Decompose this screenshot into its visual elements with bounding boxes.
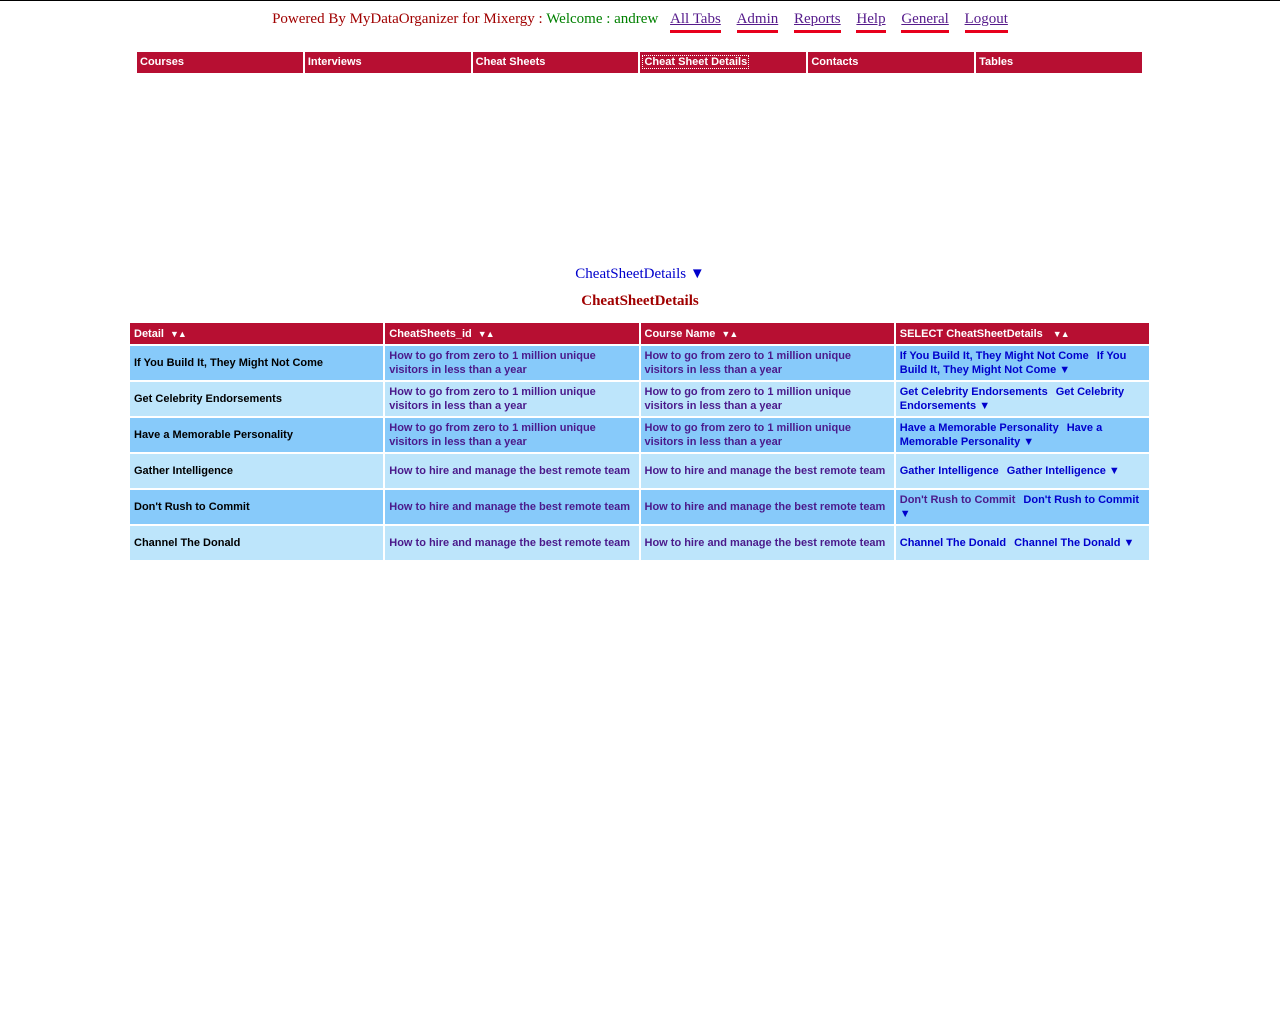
select-dropdown[interactable]: Get Celebrity Endorsements ▼ xyxy=(899,386,1125,412)
select-dropdown[interactable]: Gather Intelligence ▼ xyxy=(1006,465,1120,477)
sort-toggle-icon[interactable]: ▼▲ xyxy=(1052,328,1069,339)
cheatsheet-link[interactable]: How to hire and manage the best remote team xyxy=(385,526,638,560)
welcome-text: Welcome : andrew xyxy=(546,11,659,27)
tab-cheat-sheet-details[interactable]: Cheat Sheet Details xyxy=(640,52,806,73)
cheatsheet-link[interactable]: How to go from zero to 1 million unique visitors in less than a year xyxy=(385,418,638,452)
table-title: CheatSheetDetails xyxy=(581,293,699,309)
column-header-detail[interactable]: Detail ▼▲ xyxy=(130,323,383,344)
cheatsheet-link[interactable]: How to go from zero to 1 million unique visitors in less than a year xyxy=(385,346,638,380)
tab-interviews[interactable]: Interviews xyxy=(305,52,471,73)
table-row xyxy=(130,454,1149,488)
select-cell xyxy=(896,346,1149,380)
select-cell xyxy=(896,490,1149,524)
logout-link[interactable]: Logout xyxy=(965,11,1008,33)
detail-cell: Get Celebrity Endorsements xyxy=(130,382,383,416)
select-cell xyxy=(896,526,1149,560)
tab-contacts[interactable]: Contacts xyxy=(808,52,974,73)
table-row xyxy=(130,346,1149,380)
table-row xyxy=(130,490,1149,524)
select-cell xyxy=(896,418,1149,452)
view-selector-dropdown[interactable]: CheatSheetDetails ▼ xyxy=(575,266,705,282)
sort-toggle-icon[interactable]: ▼▲ xyxy=(721,328,738,339)
course-link[interactable]: How to go from zero to 1 million unique visitors in less than a year xyxy=(641,418,894,452)
general-link[interactable]: General xyxy=(901,11,948,33)
select-option-link[interactable]: Get Celebrity Endorsements xyxy=(899,386,1048,398)
admin-link[interactable]: Admin xyxy=(737,11,779,33)
select-dropdown[interactable]: If You Build It, They Might Not Come ▼ xyxy=(899,350,1127,376)
course-link[interactable]: How to hire and manage the best remote team xyxy=(641,490,894,524)
all-tabs-link[interactable]: All Tabs xyxy=(670,11,721,33)
detail-cell: Channel The Donald xyxy=(130,526,383,560)
select-dropdown[interactable]: Don't Rush to Commit ▼ xyxy=(899,494,1140,520)
tab-courses[interactable]: Courses xyxy=(137,52,303,73)
top-bar xyxy=(0,11,1280,33)
cheat-sheet-details-table xyxy=(128,321,1151,562)
main-tabs xyxy=(137,52,1142,73)
detail-cell: Have a Memorable Personality xyxy=(130,418,383,452)
powered-by-text: Powered By MyDataOrganizer for Mixergy : xyxy=(272,11,543,27)
course-link[interactable]: How to hire and manage the best remote team xyxy=(641,526,894,560)
select-option-link[interactable]: Have a Memorable Personality xyxy=(899,422,1059,434)
select-option-link[interactable]: Gather Intelligence xyxy=(899,465,999,477)
cheatsheet-link[interactable]: How to hire and manage the best remote team xyxy=(385,454,638,488)
select-option-link[interactable]: If You Build It, They Might Not Come xyxy=(899,350,1089,362)
tab-tables[interactable]: Tables xyxy=(976,52,1142,73)
sort-toggle-icon[interactable]: ▼▲ xyxy=(477,328,494,339)
cheatsheet-link[interactable]: How to hire and manage the best remote team xyxy=(385,490,638,524)
detail-cell: If You Build It, They Might Not Come xyxy=(130,346,383,380)
tab-cheat-sheets[interactable]: Cheat Sheets xyxy=(473,52,639,73)
select-option-link[interactable]: Don't Rush to Commit xyxy=(899,494,1016,506)
select-option-link[interactable]: Channel The Donald xyxy=(899,537,1007,549)
column-header-select[interactable]: SELECT CheatSheetDetails ▼▲ xyxy=(896,323,1149,344)
reports-link[interactable]: Reports xyxy=(794,11,841,33)
course-link[interactable]: How to go from zero to 1 million unique visitors in less than a year xyxy=(641,382,894,416)
table-row xyxy=(130,382,1149,416)
select-cell xyxy=(896,382,1149,416)
detail-cell: Don't Rush to Commit xyxy=(130,490,383,524)
help-link[interactable]: Help xyxy=(856,11,885,33)
sort-toggle-icon[interactable]: ▼▲ xyxy=(169,328,186,339)
select-dropdown[interactable]: Have a Memorable Personality ▼ xyxy=(899,422,1103,448)
select-dropdown[interactable]: Channel The Donald ▼ xyxy=(1014,537,1135,549)
detail-cell: Gather Intelligence xyxy=(130,454,383,488)
table-row xyxy=(130,418,1149,452)
course-link[interactable]: How to go from zero to 1 million unique visitors in less than a year xyxy=(641,346,894,380)
table-header-row xyxy=(130,323,1149,344)
cheatsheet-link[interactable]: How to go from zero to 1 million unique visitors in less than a year xyxy=(385,382,638,416)
course-link[interactable]: How to hire and manage the best remote team xyxy=(641,454,894,488)
table-row xyxy=(130,526,1149,560)
column-header-cheatsheets-id[interactable]: CheatSheets_id ▼▲ xyxy=(385,323,638,344)
select-cell xyxy=(896,454,1149,488)
column-header-course-name[interactable]: Course Name ▼▲ xyxy=(641,323,894,344)
